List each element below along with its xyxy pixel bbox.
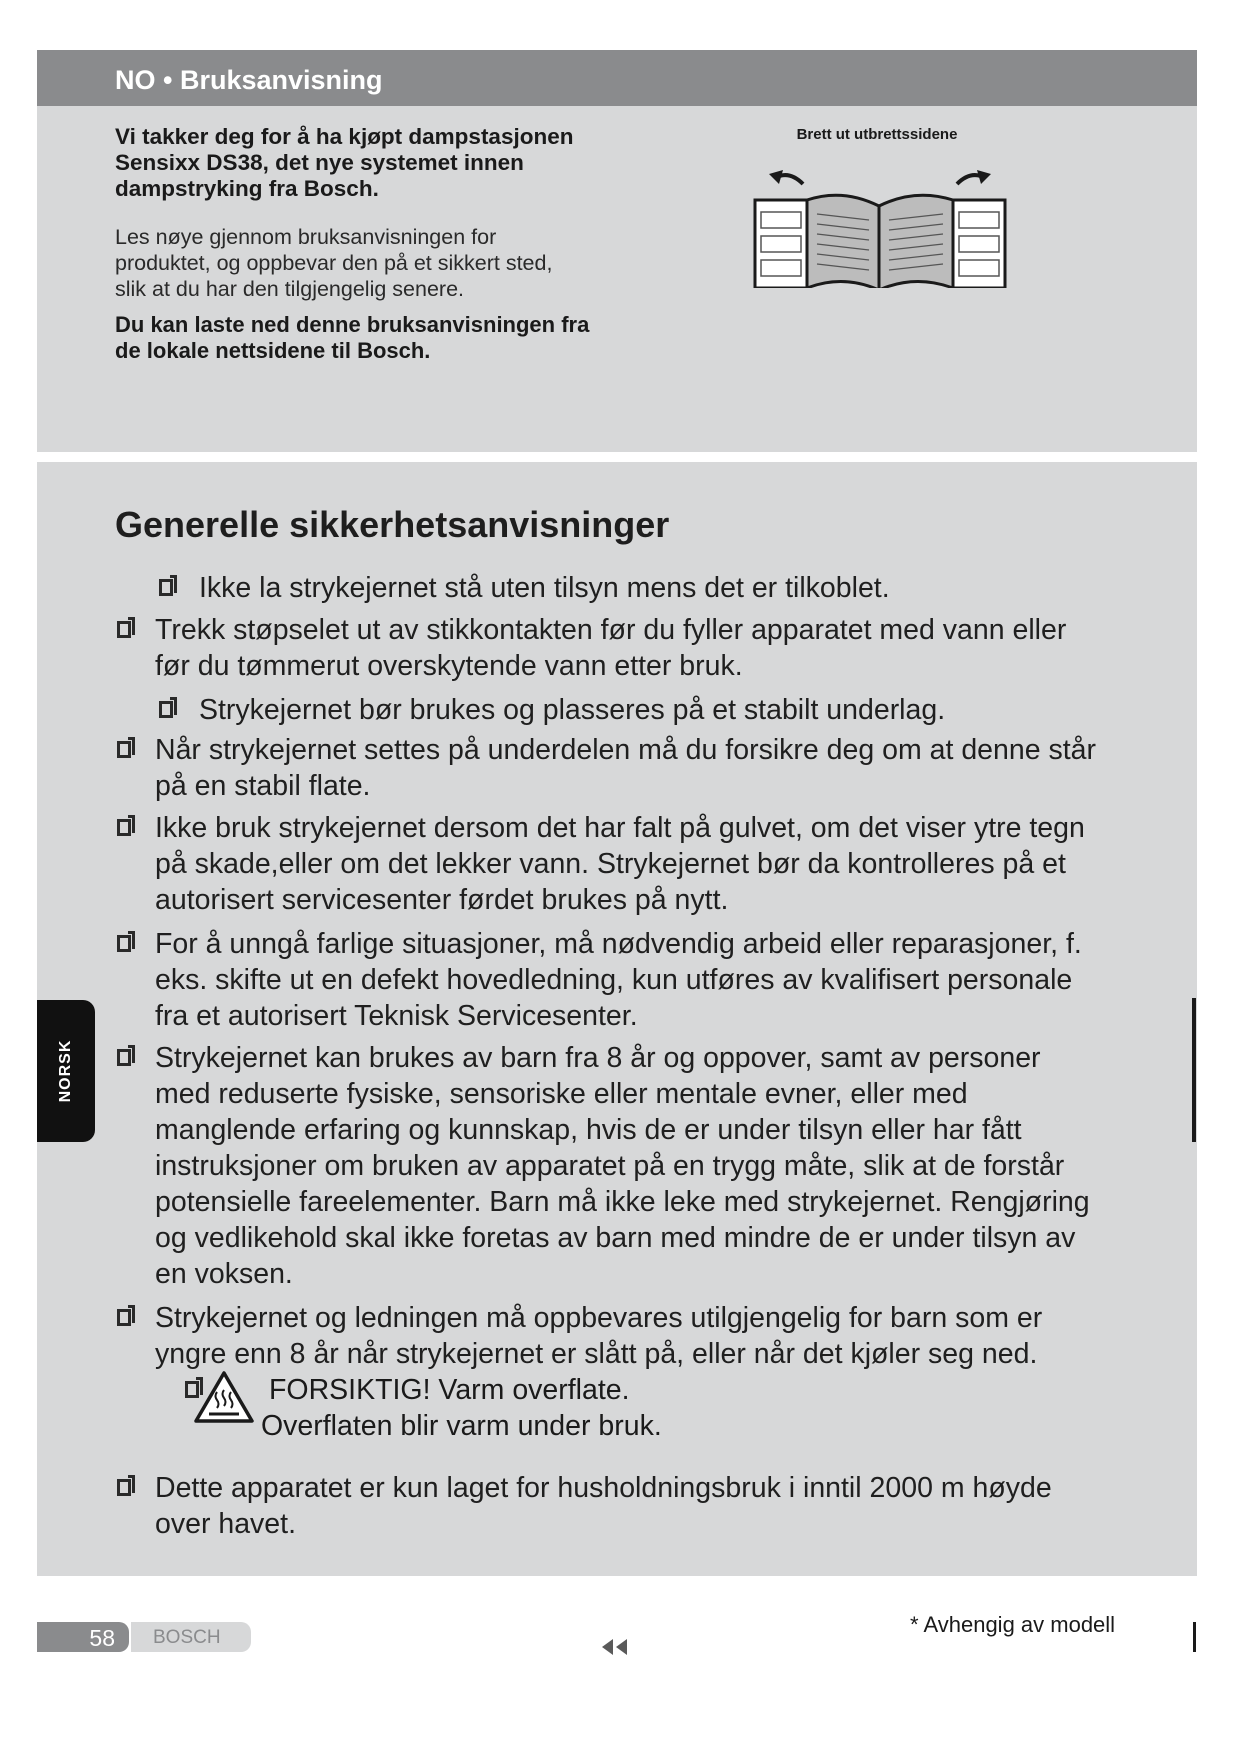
intro-thanks <box>115 124 635 202</box>
checkbox-bullet-icon <box>159 701 173 718</box>
fold-out-caption: Brett ut utbrettssidene <box>796 126 958 143</box>
footnote: * Avhengig av modell <box>910 1612 1116 1637</box>
text-line: slik at du har den tilgjengelig senere. <box>115 277 464 301</box>
text-line: Strykejernet kan brukes av barn fra 8 år og oppover, samt av personer <box>155 1042 1041 1074</box>
brand-name: BOSCH <box>153 1627 221 1648</box>
text-line: de lokale nettsidene til Bosch. <box>115 338 431 363</box>
text-line: eks. skifte ut en defekt hovedledning, kun utføres av kvalifisert personale <box>155 964 1073 996</box>
text-line: på skade,eller om det lekker vann. Strykejernet bør da kontrolleres på et <box>155 848 1066 880</box>
text-line: Når strykejernet settes på underdelen må du forsikre deg om at denne står <box>155 734 1097 766</box>
checkbox-bullet-icon <box>159 579 173 596</box>
text-line: Vi takker deg for å ha kjøpt dampstasjonen <box>115 124 574 149</box>
checkbox-bullet-icon <box>117 1479 131 1496</box>
checkbox-bullet-icon <box>117 1049 131 1066</box>
text-line: Les nøye gjennom bruksanvisningen for <box>115 225 497 249</box>
text-line: yngre enn 8 år når strykejernet er slått på, eller når det kjøler seg ned. <box>155 1338 1038 1370</box>
text-line: manglende erfaring og kunnskap, hvis de er under tilsyn eller har fått <box>155 1114 1022 1146</box>
hot-surface-warning <box>185 1372 1085 1452</box>
checkbox-bullet-icon <box>117 621 131 638</box>
page-number: 58 <box>89 1625 115 1651</box>
page-edge-marker <box>1192 998 1196 1142</box>
text-line: fra et autorisert Teknisk Servicesenter. <box>155 1000 638 1032</box>
text-line: Dette apparatet er kun laget for husholdningsbruk i inntil 2000 m høyde <box>155 1472 1052 1504</box>
text-line: produktet, og oppbevar den på et sikkert sted, <box>115 251 553 275</box>
checkbox-bullet-icon <box>117 1309 131 1326</box>
page-number-badge <box>37 1622 129 1652</box>
safety-item <box>115 1470 1155 1542</box>
header-bar <box>37 50 1197 106</box>
safety-item <box>155 692 1155 728</box>
page-edge-marker <box>1193 1622 1196 1652</box>
text-line: Strykejernet og ledningen må oppbevares utilgjengelig for barn som er <box>155 1302 1043 1334</box>
language-tab[interactable] <box>37 1000 95 1142</box>
brand-badge <box>131 1622 251 1652</box>
checkbox-bullet-icon <box>117 741 131 758</box>
text-line: med reduserte fysiske, sensoriske eller mentale evner, eller med <box>155 1078 968 1110</box>
safety-item <box>155 570 1155 606</box>
language-tab-label: NORSK <box>57 1039 74 1103</box>
checkbox-bullet-icon <box>117 819 131 836</box>
text-line: dampstryking fra Bosch. <box>115 176 379 201</box>
fold-out-pages-icon <box>745 148 1015 288</box>
safety-item <box>115 810 1155 918</box>
warning-title: FORSIKTIG! Varm overflate. <box>269 1374 630 1406</box>
checkbox-bullet-icon <box>117 935 131 952</box>
safety-item <box>115 1300 1155 1372</box>
text-line: instruksjoner om bruken av apparatet på en trygg måte, slik at de forstår <box>155 1150 1065 1182</box>
hot-surface-warning-icon <box>193 1370 255 1424</box>
safety-item <box>115 612 1155 684</box>
text-line: Du kan laste ned denne bruksanvisningen fra <box>115 312 590 337</box>
safety-item <box>115 732 1155 804</box>
previous-page-button[interactable] <box>598 1636 632 1658</box>
intro-download <box>115 312 635 364</box>
text-line: Strykejernet bør brukes og plasseres på et stabilt underlag. <box>199 694 946 726</box>
page-title: NO • Bruksanvisning <box>115 65 383 95</box>
intro-panel <box>37 106 1197 452</box>
text-line: Ikke la strykejernet stå uten tilsyn mens det er tilkoblet. <box>199 572 890 604</box>
text-line: og vedlikehold skal ikke foretas av barn med mindre de er under tilsyn av <box>155 1222 1076 1254</box>
safety-item <box>115 926 1155 1034</box>
text-line: autorisert servicesenter førdet brukes på nytt. <box>155 884 729 916</box>
text-line: Trekk støpselet ut av stikkontakten før du fyller apparatet med vann eller <box>155 614 1067 646</box>
intro-instructions <box>115 224 635 302</box>
text-line: over havet. <box>155 1508 296 1540</box>
text-line: Ikke bruk strykejernet dersom det har falt på gulvet, om det viser ytre tegn <box>155 812 1085 844</box>
double-left-arrow-icon <box>598 1636 632 1658</box>
text-line: en voksen. <box>155 1258 293 1290</box>
text-line: Sensixx DS38, det nye systemet innen <box>115 150 524 175</box>
warning-text: Overflaten blir varm under bruk. <box>261 1410 662 1442</box>
text-line: på en stabil flate. <box>155 770 371 802</box>
intro-text <box>115 124 635 364</box>
safety-item <box>115 1040 1155 1292</box>
text-line: før du tømmerut overskytende vann etter bruk. <box>155 650 743 682</box>
text-line: For å unngå farlige situasjoner, må nødvendig arbeid eller reparasjoner, f. <box>155 928 1082 960</box>
section-title: Generelle sikkerhetsanvisninger <box>115 504 670 545</box>
safety-panel <box>37 462 1197 1576</box>
text-line: potensielle fareelementer. Barn må ikke leke med strykejernet. Rengjøring <box>155 1186 1090 1218</box>
